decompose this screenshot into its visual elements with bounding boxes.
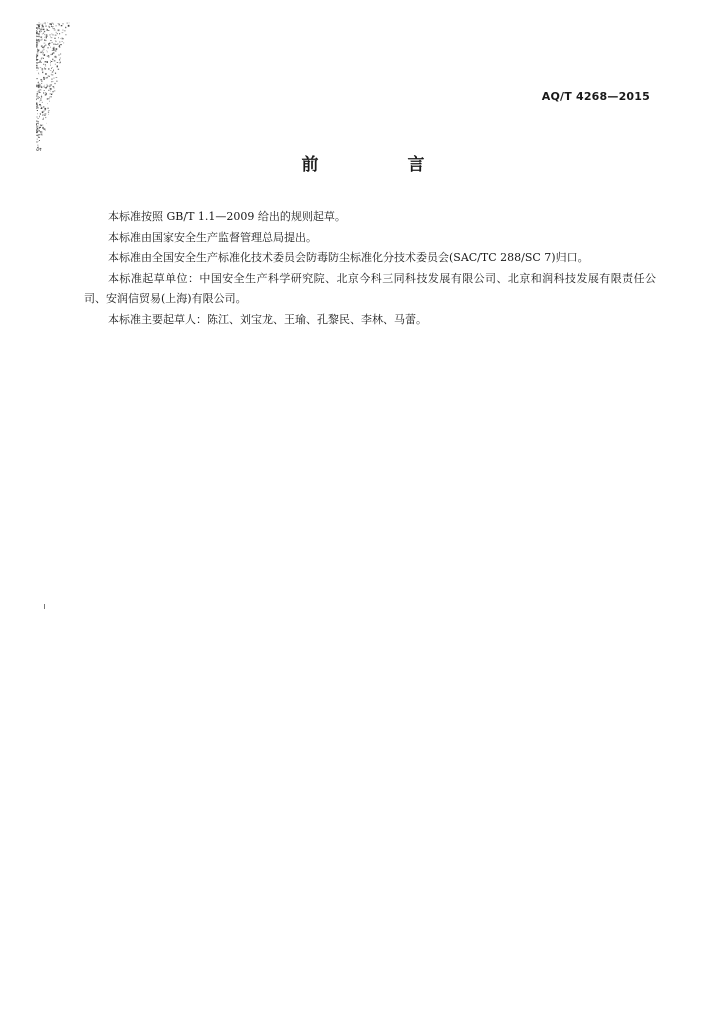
paragraph-drafters: 本标准主要起草人：陈江、刘宝龙、王瑜、孔黎民、李林、马蕾。 xyxy=(108,312,427,326)
foreword-body xyxy=(84,207,656,330)
paragraph-administrator: 本标准由全国安全生产标准化技术委员会防毒防尘标准化分技术委员会(SAC/TC 288/SC 7)归口。 xyxy=(108,251,589,264)
paragraph-drafting-units: 本标准起草单位：中国安全生产科学研究院、北京今科三同科技发展有限公司、北京和润科技发展有限责任公司、安润信贸易(上海)有限公司。 xyxy=(84,271,656,305)
paragraph-drafting-rules: 本标准按照 GB/T 1.1—2009 给出的规则起草。 xyxy=(108,210,346,223)
standard-code: AQ/T 4268—2015 xyxy=(541,90,650,103)
paragraph-proposer: 本标准由国家安全生产监督管理总局提出。 xyxy=(108,230,317,244)
scan-edge-artifact xyxy=(36,22,76,152)
page-title: 前 言 xyxy=(301,155,461,175)
scan-speck xyxy=(44,604,45,609)
